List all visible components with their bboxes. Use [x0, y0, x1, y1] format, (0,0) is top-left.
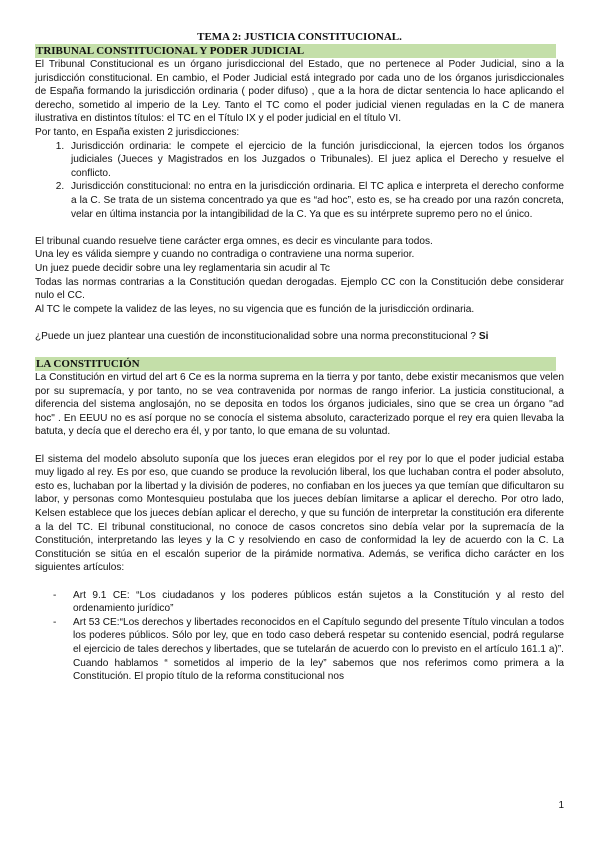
text-line-ley-valida: Una ley es válida siempre y cuando no contradiga o contraviene una norma superior. — [35, 249, 415, 261]
spacer — [35, 575, 564, 589]
spacer — [35, 343, 564, 357]
article-item-9-1 — [53, 589, 564, 616]
text-line-normas-derogadas: Todas las normas contrarias a la Constitución quedan derogadas. Ejemplo CC con la Constitución debe considerar nulo el CC. — [35, 276, 564, 302]
answer-text: Si — [478, 330, 489, 342]
page-number: 1 — [558, 800, 564, 811]
question-line — [35, 330, 564, 344]
jurisdictions-list — [35, 140, 564, 222]
text-line-erga-omnes: El tribunal cuando resuelve tiene carácter erga omnes, es decir es vinculante para todos. — [35, 235, 433, 247]
constitution-paragraph-1: La Constitución en virtud del art 6 Ce es la norma suprema en la tierra y por tanto, debe existir mecanismos que velen por su supremacía, y por tanto, no se vea contravenida por normas de rango inferior. La justicia constitucional, a diferencia del sistema anglosajón, no se deposita en todos los órganos judiciales, sino que se crea un órgano "ad hoc" . En EEUU no es así porque no se conocía el sistema absoluto, caracterizado porque el rey era quien llevaba la batuta, y decía que el derecho era él, y por tanto, lo que emana de su voluntad. — [35, 372, 564, 438]
document-title: TEMA 2: JUSTICIA CONSTITUCIONAL. — [197, 31, 402, 43]
constitution-paragraph-2: El sistema del modelo absoluto suponía que los jueces eran elegidos por el rey por lo que el poder judicial estaba muy ligado al rey. Es por eso, que cuando se produce la revolución liberal, los que luchaban contra el poder absoluto, esto es, luchaban por la libertad y la división de poderes, no confiaban en los jueces ya que temían que dificultaron su labor, y personas como Montesquieu postulaba que los jueces debían limitarse a aplicar el derecho. Por otro lado, Kelsen establece que los jueces debían aplicar el derecho, y que su función de interpretar la constitución era diferente a la del TC. El tribunal constitucional, no conoce de casos concretos sino debía velar por la supremacía de la Constitución, interpretando las leyes y la C y resolviendo en caso de conformidad la ley de acuerdo con la C. La Constitución se sitúa en el escalón superior de la pirámide normativa. Además, se verifica dicho carácter en los siguientes artículos: — [35, 453, 564, 574]
dash-bullet: - — [53, 616, 57, 628]
dash-bullet: - — [53, 589, 57, 601]
text-line-validez-leyes: Al TC le compete la validez de las leyes, no su vigencia que es función de la jurisdicción ordinaria. — [35, 303, 475, 315]
spacer — [35, 221, 564, 235]
section-heading-constitucion: LA CONSTITUCIÓN — [35, 357, 556, 371]
list-item-constitutional-jurisdiction: 2. Jurisdicción constitucional: no entra en la jurisdicción ordinaria. El TC aplica e interpreta el derecho conforme a la C. Se trata de un sistema concentrado ya que es “ad hoc”, esto es, se ha creado por una razón concreta, velar en última instancia por la intangibilidad de la C. Ya que es su intérprete supremo pero no el único. — [67, 180, 564, 221]
text-line-juez: Un juez puede decidir sobre una ley reglamentaria sin acudir al Tc — [35, 262, 330, 274]
question-text: ¿Puede un juez plantear una cuestión de inconstitucionalidad sobre una norma preconstitucional ? — [35, 330, 479, 342]
spacer — [35, 316, 564, 330]
list-item-ordinary-jurisdiction: 1. Jurisdicción ordinaria: le compete el ejercicio de la función jurisdiccional, la ejercen todos los órganos judiciales (Jueces y Magistrados en los Juzgados o Tribunales). El juez aplica el Derecho y resuelve el conflicto. — [67, 140, 564, 181]
articles-list — [35, 589, 564, 684]
spacer — [35, 439, 564, 453]
article-item-53 — [53, 616, 564, 684]
section-heading-tribunal: TRIBUNAL CONSTITUCIONAL Y PODER JUDICIAL — [35, 44, 556, 58]
article-text: Art 9.1 CE: “Los ciudadanos y los poderes públicos están sujetos a la Constitución y al resto del ordenamiento jurídico” — [73, 589, 564, 615]
article-text: Art 53 CE:“Los derechos y libertades reconocidos en el Capítulo segundo del presente Título vinculan a todos los poderes públicos. Sólo por ley, que en todo caso deberá respetar su contenido esencial, podrá regularse el ejercicio de tales derechos y libertades, que se tutelarán de acuerdo con lo previsto en el artículo 161.1 a)”. Cuando hablamos “ sometidos al imperio de la ley” sabemos que nos referimos como primera a la Constitución. El propio título de la reforma constitucional nos — [73, 616, 564, 683]
jurisdictions-lead-in: Por tanto, en España existen 2 jurisdicciones: — [35, 126, 240, 138]
intro-paragraph: El Tribunal Constitucional es un órgano jurisdiccional del Estado, que no pertenece al Poder Judicial, sino a la jurisdicción constitucional. En cambio, el Poder Judicial está integrado por cada uno de los órganos jurisdiccionales de España formando la jurisdicción ordinaria ( poder difuso) , que a la hora de dictar sentencia lo hace aplicando el derecho, sometido al imperio de la Ley. Tanto el TC como el poder judicial vienen reguladas en la C de manera ilustrativa en distintos títulos: el TC en el Título IX y el poder judicial en el título VI. — [35, 59, 564, 125]
